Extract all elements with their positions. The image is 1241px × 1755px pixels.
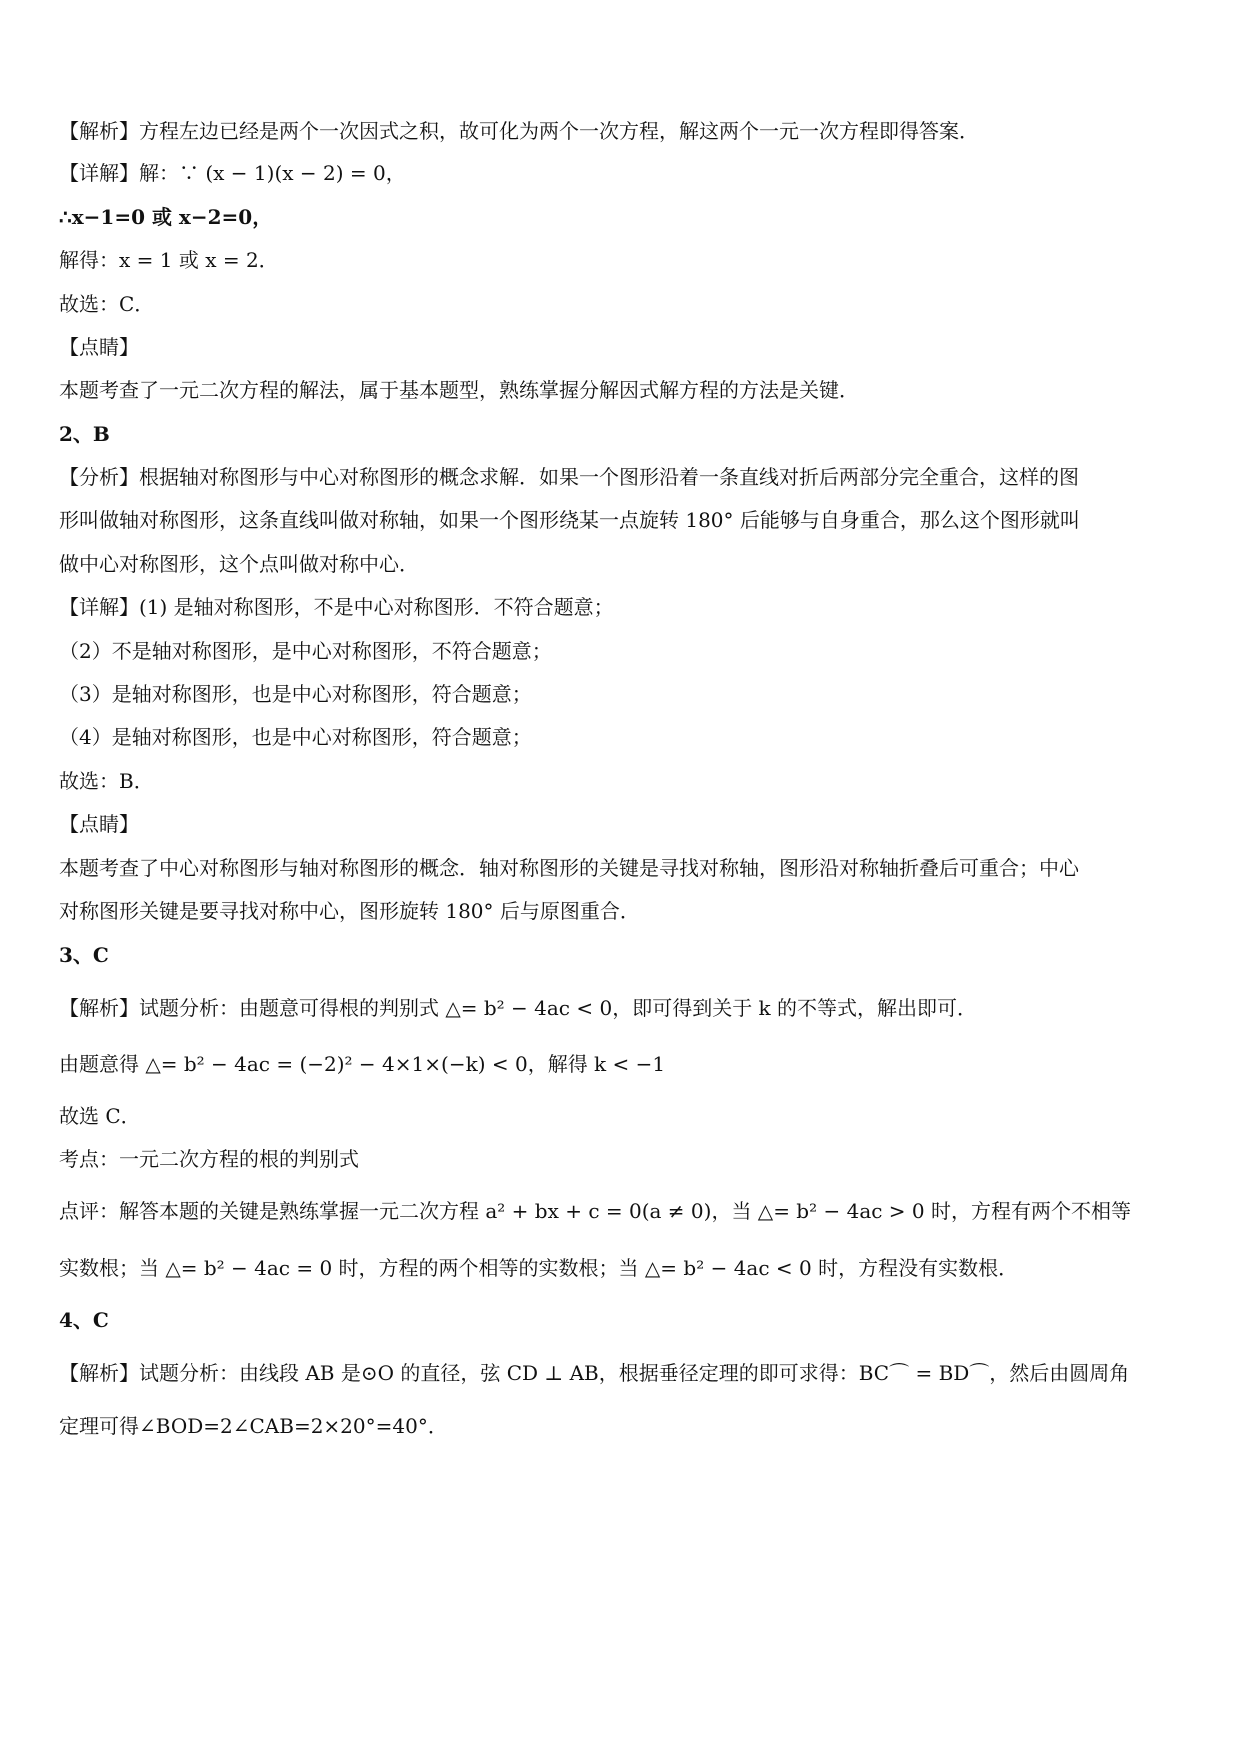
text-line: 故选 C． [59,1104,141,1128]
text-line: 【解析】试题分析：由线段 AB 是⊙O 的直径，弦 CD ⊥ AB，根据垂径定理的即可求得：BC⌒ = BD⌒，然后由圆周角 [59,1361,1130,1385]
text-line: 实数根；当 △= b² − 4ac = 0 时，方程的两个相等的实数根；当 △= b² − 4ac < 0 时，方程没有实数根． [59,1256,1019,1280]
text-line: 故选：B． [59,769,154,793]
text-line: 考点：一元二次方程的根的判别式 [59,1147,359,1171]
text-line: 【分析】根据轴对称图形与中心对称图形的概念求解．如果一个图形沿着一条直线对折后两部分完全重合，这样的图 [59,465,1079,489]
question-number: 4、C [59,1308,109,1332]
text-line: 【解析】试题分析：由题意可得根的判别式 △= b² − 4ac < 0，即可得到关于 k 的不等式，解出即可． [59,996,978,1020]
section-heading: 【点睛】 [59,812,139,836]
section-heading: 【点睛】 [59,335,139,359]
text-line: 解得：x = 1 或 x = 2． [59,248,279,272]
question-number: 3、C [59,943,109,967]
text-line: 【详解】(1) 是轴对称图形，不是中心对称图形．不符合题意； [59,595,614,619]
question-number: 2、B [59,422,110,446]
text-line: 定理可得∠BOD=2∠CAB=2×20°=40°． [59,1414,448,1438]
text-line: 形叫做轴对称图形，这条直线叫做对称轴，如果一个图形绕某一点旋转 180° 后能够与自身重合，那么这个图形就叫 [59,508,1080,532]
text-line: ∴x−1=0 或 x−2=0， [59,205,273,229]
text-line: 本题考查了中心对称图形与轴对称图形的概念．轴对称图形的关键是寻找对称轴，图形沿对称轴折叠后可重合；中心 [59,856,1079,880]
text-line: 由题意得 △= b² − 4ac = (−2)² − 4×1×(−k) < 0，解得 k < −1 [59,1052,666,1076]
text-line: （3）是轴对称图形，也是中心对称图形，符合题意； [59,682,532,706]
text-line: （2）不是轴对称图形，是中心对称图形，不符合题意； [59,639,552,663]
text-line: 故选：C． [59,292,155,316]
text-line: 做中心对称图形，这个点叫做对称中心． [59,552,419,576]
text-line: 对称图形关键是要寻找对称中心，图形旋转 180° 后与原图重合． [59,899,640,923]
text-line: 点评：解答本题的关键是熟练掌握一元二次方程 a² + bx + c = 0(a ≠ 0)，当 △= b² − 4ac > 0 时，方程有两个不相等 [59,1199,1132,1223]
text-line: 本题考查了一元二次方程的解法，属于基本题型，熟练掌握分解因式解方程的方法是关键． [59,378,859,402]
text-line: （4）是轴对称图形，也是中心对称图形，符合题意； [59,725,532,749]
text-line: 【详解】解：∵ (x − 1)(x − 2) = 0， [59,161,406,185]
text-line: 【解析】方程左边已经是两个一次因式之积，故可化为两个一次方程，解这两个一元一次方程即得答案． [59,119,979,143]
